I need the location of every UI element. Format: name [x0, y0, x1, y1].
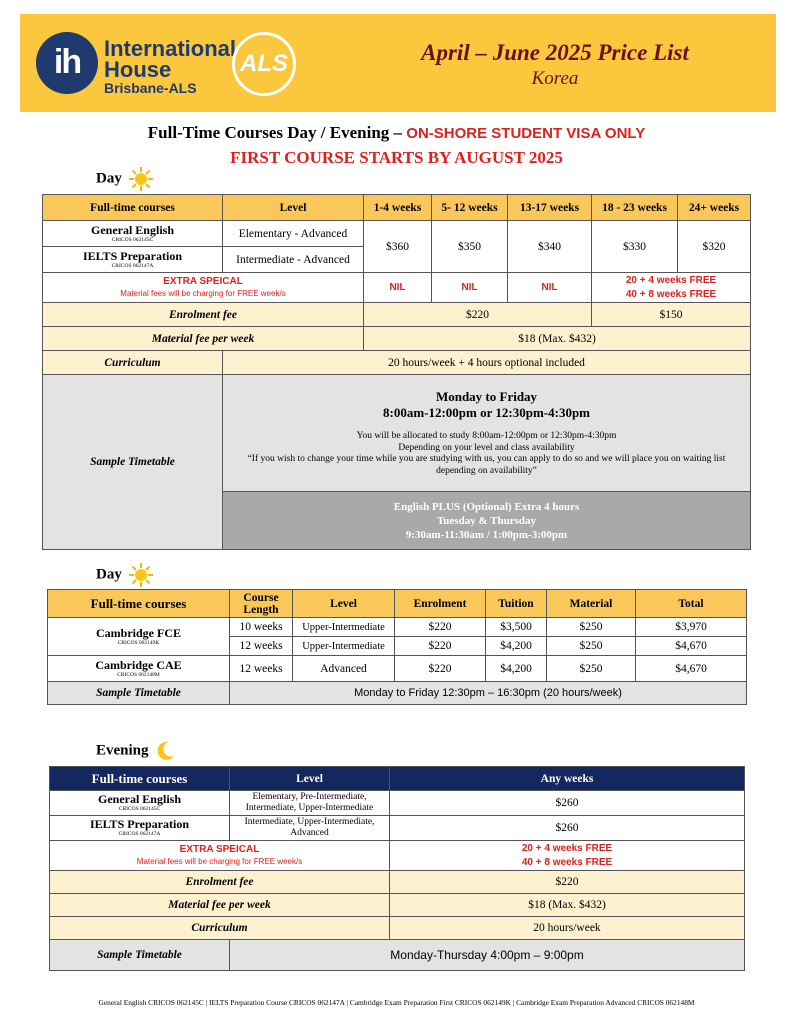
extra-special-cell: [50, 841, 390, 871]
price-cell: $350: [432, 221, 508, 273]
course-name: IELTS Preparation: [89, 817, 190, 831]
english-plus-line-2: Tuesday & Thursday: [436, 514, 537, 527]
col-level: Level: [230, 767, 390, 791]
header-banner: [20, 14, 776, 112]
course-ielts-preparation: [43, 247, 223, 273]
total-cell: $4,670: [636, 656, 747, 682]
material-fee-value: $18 (Max. $432): [364, 327, 751, 351]
col-tuition: Tuition: [486, 590, 547, 618]
curriculum-label: Curriculum: [43, 351, 223, 375]
extra-free-cell: [592, 273, 751, 303]
length-cell: 10 weeks: [230, 618, 293, 637]
timetable-value: Monday to Friday 12:30pm – 16:30pm (20 hours/week): [230, 682, 747, 705]
extra-free-cell: [390, 841, 745, 871]
day-label-2: [96, 562, 154, 588]
timetable-label: Sample Timetable: [48, 682, 230, 705]
timetable-details: [223, 375, 751, 492]
day-label-2-text: Day: [96, 566, 122, 583]
col-full-time-courses: Full-time courses: [48, 590, 230, 618]
footer-cricos-info: General English CRICOS 062145C | IELTS Preparation Course CRICOS 062147A | Cambridge Exam Preparation First CRICOS 062149K | Cambridge Exam Preparation Advanced CRICOS 062148M: [98, 998, 695, 1007]
level-cell: Upper-Intermediate: [293, 618, 395, 637]
tuition-cell: $3,500: [486, 618, 547, 637]
extra-nil: NIL: [364, 273, 432, 303]
course-cambridge-fce: [48, 618, 230, 656]
enrolment-fee-label: Enrolment fee: [43, 303, 364, 327]
logo-line-3: Brisbane-ALS: [104, 80, 197, 96]
course-cambridge-cae: [48, 656, 230, 682]
enrolment-cell: $220: [395, 618, 486, 637]
length-cell: 12 weeks: [230, 637, 293, 656]
day-label-1-text: Day: [96, 170, 122, 187]
material-cell: $250: [547, 618, 636, 637]
logo-line-2: House: [104, 57, 172, 82]
extra-free-1: 20 + 4 weeks FREE: [521, 842, 613, 854]
length-cell: 12 weeks: [230, 656, 293, 682]
course-general-english: [43, 221, 223, 247]
day-courses-table: [42, 194, 751, 550]
main-heading: [0, 123, 793, 143]
col-1-4-weeks: 1-4 weeks: [364, 195, 432, 221]
timetable-line-2: Depending on your level and class availability: [398, 442, 575, 453]
timetable-label: Sample Timetable: [50, 940, 230, 971]
course-name: General English: [97, 792, 181, 806]
price-cell: $260: [390, 816, 745, 841]
sun-icon: [128, 166, 154, 192]
col-13-17-weeks: 13-17 weeks: [508, 195, 592, 221]
logo-line-1: International: [104, 36, 237, 61]
material-fee-label: Material fee per week: [50, 894, 390, 917]
timetable-value: Monday-Thursday 4:00pm – 9:00pm: [230, 940, 745, 971]
col-material: Material: [547, 590, 636, 618]
moon-icon: [154, 740, 176, 762]
cricos-code: CRICOS 062149K: [117, 639, 160, 646]
extra-special-title: EXTRA SPEICAL: [179, 843, 260, 855]
timetable-times: 8:00am-12:00pm or 12:30pm-4:30pm: [382, 405, 591, 420]
enrolment-fee-value: $220: [364, 303, 592, 327]
level-cell: Elementary, Pre-Intermediate, Intermediate, Upper-Intermediate: [230, 791, 390, 816]
course-name: Cambridge FCE: [96, 625, 181, 640]
level-cell: Intermediate, Upper-Intermediate, Advanced: [230, 816, 390, 841]
cambridge-courses-table: [47, 589, 747, 705]
level-cell: Elementary - Advanced: [223, 221, 364, 247]
extra-nil: NIL: [508, 273, 592, 303]
extra-free-2: 40 + 8 weeks FREE: [521, 856, 613, 868]
timetable-line-3: “If you wish to change your time while you are studying with us, you can apply to do so and we will place you on waiting list depending on availability”: [247, 454, 726, 476]
material-fee-label: Material fee per week: [43, 327, 364, 351]
col-full-time-courses: Full-time courses: [43, 195, 223, 221]
course-name: IELTS Preparation: [82, 248, 183, 263]
enrolment-cell: $220: [395, 656, 486, 682]
level-cell: Intermediate - Advanced: [223, 247, 364, 273]
total-cell: $4,670: [636, 637, 747, 656]
english-plus-line-1: English PLUS (Optional) Extra 4 hours: [393, 500, 580, 513]
cricos-code: CRICOS 062145C: [118, 806, 161, 812]
timetable-line-1: You will be allocated to study 8:00am-12:00pm or 12:30pm-4:30pm: [356, 431, 617, 441]
col-any-weeks: Any weeks: [390, 767, 745, 791]
col-enrolment: Enrolment: [395, 590, 486, 618]
curriculum-label: Curriculum: [50, 917, 390, 940]
enrolment-fee-value-long: $150: [592, 303, 751, 327]
extra-special-note: Material fees will be charging for FREE week/s: [120, 288, 286, 298]
als-logo: ALS: [232, 32, 296, 96]
col-level: Level: [293, 590, 395, 618]
cricos-code: CRICOS 062147A: [118, 831, 161, 837]
enrolment-cell: $220: [395, 637, 486, 656]
day-label-1: [96, 166, 154, 192]
enrolment-fee-value: $220: [390, 871, 745, 894]
level-cell: Upper-Intermediate: [293, 637, 395, 656]
material-cell: $250: [547, 656, 636, 682]
curriculum-value: 20 hours/week: [390, 917, 745, 940]
page-subtitle: Korea: [531, 68, 579, 89]
evening-label: [96, 740, 176, 762]
price-cell: $340: [508, 221, 592, 273]
tuition-cell: $4,200: [486, 656, 547, 682]
sun-icon: [128, 562, 154, 588]
col-18-23-weeks: 18 - 23 weeks: [592, 195, 678, 221]
extra-special-note: Material fees will be charging for FREE week/s: [136, 856, 303, 866]
course-name: Cambridge CAE: [95, 657, 182, 672]
col-level: Level: [223, 195, 364, 221]
extra-free-1: 20 + 4 weeks FREE: [625, 274, 717, 286]
col-full-time-courses: Full-time courses: [50, 767, 230, 791]
course-name: General English: [90, 222, 174, 237]
timetable-label: Sample Timetable: [43, 375, 223, 550]
evening-courses-table: [49, 766, 745, 971]
main-heading-text: Full-Time Courses Day / Evening –: [147, 123, 407, 142]
extra-free-2: 40 + 8 weeks FREE: [625, 288, 717, 300]
ih-logo: ih: [36, 32, 98, 94]
start-notice: FIRST COURSE STARTS BY AUGUST 2025: [230, 148, 563, 167]
course-general-english: [50, 791, 230, 816]
col-course-length: Course Length: [230, 590, 293, 618]
curriculum-value: 20 hours/week + 4 hours optional included: [223, 351, 751, 375]
cricos-code: CRICOS 062145C: [111, 236, 154, 243]
extra-special-title: EXTRA SPEICAL: [163, 275, 243, 287]
col-total: Total: [636, 590, 747, 618]
page-title: April – June 2025 Price List: [421, 40, 689, 65]
level-cell: Advanced: [293, 656, 395, 682]
price-cell: $360: [364, 221, 432, 273]
ih-logo-text: [104, 38, 236, 96]
material-cell: $250: [547, 637, 636, 656]
price-cell: $330: [592, 221, 678, 273]
col-5-12-weeks: 5- 12 weeks: [432, 195, 508, 221]
price-cell: $260: [390, 791, 745, 816]
cricos-code: CRICOS 062147A: [111, 262, 154, 269]
material-fee-value: $18 (Max. $432): [390, 894, 745, 917]
english-plus-cell: [223, 492, 751, 550]
enrolment-fee-label: Enrolment fee: [50, 871, 390, 894]
visa-notice: ON-SHORE STUDENT VISA ONLY: [406, 125, 646, 142]
price-cell: $320: [678, 221, 751, 273]
extra-special-cell: [43, 273, 364, 303]
timetable-days: Monday to Friday: [435, 389, 538, 404]
extra-nil: NIL: [432, 273, 508, 303]
col-24-weeks: 24+ weeks: [678, 195, 751, 221]
cricos-code: CRICOS 062148M: [117, 671, 160, 678]
total-cell: $3,970: [636, 618, 747, 637]
tuition-cell: $4,200: [486, 637, 547, 656]
course-ielts-preparation: [50, 816, 230, 841]
evening-label-text: Evening: [96, 742, 149, 759]
english-plus-line-3: 9:30am-11:30am / 1:00pm-3:00pm: [405, 528, 568, 541]
